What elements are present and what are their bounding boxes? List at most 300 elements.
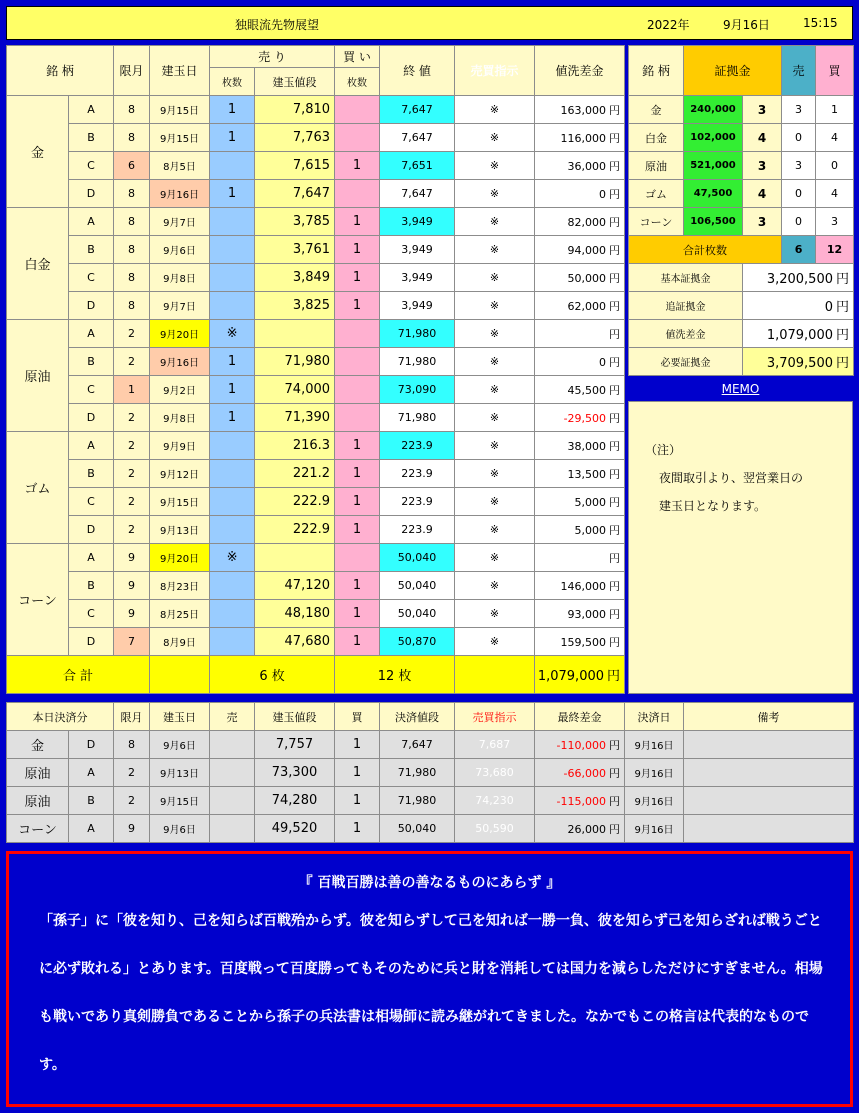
- table-row: [7, 404, 625, 432]
- close-price: 7,651: [380, 152, 455, 180]
- summary-value-unit: 円: [836, 328, 850, 343]
- settle-sell: [210, 759, 255, 787]
- buy-count: [335, 348, 380, 376]
- settle-position-date: 9月13日: [150, 759, 210, 787]
- summary-value-value: 1,079,000: [766, 328, 833, 343]
- trade-signal: ※: [455, 320, 535, 348]
- settle-day: 9月16日: [625, 815, 684, 843]
- trade-signal: ※: [455, 264, 535, 292]
- trade-signal: ※: [455, 152, 535, 180]
- margin-commodity: コーン: [629, 208, 684, 236]
- header-uri: 売 り: [210, 46, 335, 68]
- table-row: [7, 628, 625, 656]
- table-row: [7, 292, 625, 320]
- quote-panel: [6, 851, 853, 1107]
- sell-count: [210, 460, 255, 488]
- contract-id: D: [69, 292, 114, 320]
- mark-to-market: [535, 264, 625, 292]
- position-price: 74,000: [255, 376, 335, 404]
- mark-to-market-value: 13,500: [567, 467, 607, 481]
- settle-row: [7, 731, 854, 759]
- position-date: 9月12日: [150, 460, 210, 488]
- header-baibai-shiji: 売買指示: [455, 46, 535, 96]
- commodity-name: コーン: [7, 544, 69, 656]
- position-price: 48,180: [255, 600, 335, 628]
- sell-count: ※: [210, 320, 255, 348]
- buy-count: 1: [335, 460, 380, 488]
- mark-to-market: [535, 516, 625, 544]
- header-gengetsu: 限月: [114, 46, 150, 96]
- close-price: 50,040: [380, 544, 455, 572]
- mark-to-market-unit: 円: [609, 439, 621, 453]
- settle-sell: [210, 815, 255, 843]
- trade-signal: ※: [455, 124, 535, 152]
- settle-signal-price: 74,230: [455, 787, 535, 815]
- margin-contract-count: 4: [743, 180, 782, 208]
- margin-summary-row: [629, 292, 854, 320]
- mark-to-market: [535, 180, 625, 208]
- settle-commodity: 金: [7, 731, 69, 759]
- buy-count: 1: [335, 488, 380, 516]
- contract-month: 9: [114, 572, 150, 600]
- close-price: 71,980: [380, 320, 455, 348]
- settle-position-price: 49,520: [255, 815, 335, 843]
- settle-final-diff-value: -66,000: [563, 766, 606, 780]
- summary-value-value: 0: [824, 300, 833, 315]
- trade-signal: ※: [455, 180, 535, 208]
- sell-count: [210, 432, 255, 460]
- mark-to-market: [535, 320, 625, 348]
- position-date: 9月6日: [150, 236, 210, 264]
- close-price: 223.9: [380, 432, 455, 460]
- buy-count: [335, 320, 380, 348]
- close-price: 50,040: [380, 572, 455, 600]
- sell-count: [210, 488, 255, 516]
- settle-buy: 1: [335, 787, 380, 815]
- settle-header-gengetsu: 限月: [114, 703, 150, 731]
- mark-to-market: [535, 124, 625, 152]
- settle-sell: [210, 731, 255, 759]
- table-row: [7, 348, 625, 376]
- page-title: 独眼流先物展望: [235, 18, 320, 32]
- contract-month: 8: [114, 292, 150, 320]
- mark-to-market-unit: 円: [609, 635, 621, 649]
- margin-buy-count: 4: [816, 124, 854, 152]
- mark-to-market-unit: 円: [609, 411, 621, 425]
- header-sell-count: 枚数: [210, 68, 255, 96]
- settle-price: 7,647: [380, 731, 455, 759]
- settle-day: 9月16日: [625, 731, 684, 759]
- settlement-table: [6, 702, 854, 843]
- mark-to-market-value: 82,000: [567, 215, 607, 229]
- contract-month: 8: [114, 96, 150, 124]
- margin-summary-row: [629, 320, 854, 348]
- mark-to-market-value: 163,000: [560, 103, 607, 117]
- settle-final-diff-unit: 円: [609, 766, 620, 780]
- sell-count: 1: [210, 376, 255, 404]
- table-row: [7, 600, 625, 628]
- margin-summary-row: [629, 264, 854, 292]
- settle-position-price: 74,280: [255, 787, 335, 815]
- mark-to-market: [535, 404, 625, 432]
- settle-signal-price: 73,680: [455, 759, 535, 787]
- summary-label: 基本証拠金: [629, 264, 743, 292]
- close-price: 7,647: [380, 96, 455, 124]
- buy-count: [335, 124, 380, 152]
- position-date: 8月23日: [150, 572, 210, 600]
- sell-count: [210, 208, 255, 236]
- trade-signal: ※: [455, 432, 535, 460]
- settle-header-uri: 売: [210, 703, 255, 731]
- contract-id: B: [69, 572, 114, 600]
- close-price: 73,090: [380, 376, 455, 404]
- mark-to-market-unit: 円: [609, 327, 621, 341]
- contract-id: B: [69, 124, 114, 152]
- trade-signal: ※: [455, 376, 535, 404]
- contract-month: 2: [114, 432, 150, 460]
- sell-count: 1: [210, 404, 255, 432]
- close-price: 3,949: [380, 292, 455, 320]
- trade-signal: ※: [455, 516, 535, 544]
- table-row: [7, 124, 625, 152]
- settle-month: 2: [114, 759, 150, 787]
- margin-total-label: 合計枚数: [629, 236, 782, 264]
- trade-signal: ※: [455, 544, 535, 572]
- header-buy-count: 枚数: [335, 68, 380, 96]
- contract-month: 8: [114, 264, 150, 292]
- margin-header-shokokin: 証拠金: [684, 46, 782, 96]
- contract-id: B: [69, 348, 114, 376]
- total-buy: 12 枚: [335, 656, 455, 694]
- mark-to-market-unit: 円: [609, 215, 621, 229]
- sell-count: [210, 516, 255, 544]
- settle-row: [7, 787, 854, 815]
- contract-id: C: [69, 264, 114, 292]
- sell-count: [210, 572, 255, 600]
- settle-header-tategyokubi: 建玉日: [150, 703, 210, 731]
- mark-to-market-value: 94,000: [567, 243, 607, 257]
- mark-to-market: [535, 208, 625, 236]
- settle-position-date: 9月6日: [150, 731, 210, 759]
- position-price: 47,680: [255, 628, 335, 656]
- contract-month: 6: [114, 152, 150, 180]
- settle-position-price: 73,300: [255, 759, 335, 787]
- margin-buy-count: 1: [816, 96, 854, 124]
- position-date: 9月15日: [150, 124, 210, 152]
- mark-to-market-value: 5,000: [574, 523, 607, 537]
- margin-contract-count: 3: [743, 208, 782, 236]
- close-price: 71,980: [380, 404, 455, 432]
- mark-to-market: [535, 432, 625, 460]
- mark-to-market: [535, 292, 625, 320]
- trade-signal: ※: [455, 208, 535, 236]
- mark-to-market-unit: 円: [609, 355, 621, 369]
- position-date: 9月7日: [150, 292, 210, 320]
- table-row: [7, 516, 625, 544]
- buy-count: 1: [335, 152, 380, 180]
- position-date: 9月16日: [150, 348, 210, 376]
- position-date: 9月7日: [150, 208, 210, 236]
- close-price: 7,647: [380, 124, 455, 152]
- margin-table: [628, 45, 854, 376]
- position-price: 216.3: [255, 432, 335, 460]
- margin-sell-count: 0: [782, 124, 816, 152]
- settle-month: 8: [114, 731, 150, 759]
- close-price: 3,949: [380, 208, 455, 236]
- header-meigara: 銘 柄: [7, 46, 114, 96]
- contract-id: B: [69, 236, 114, 264]
- margin-sell-count: 3: [782, 152, 816, 180]
- margin-amount: 240,000: [684, 96, 743, 124]
- mark-to-market: [535, 376, 625, 404]
- mark-to-market: [535, 460, 625, 488]
- margin-commodity: 原油: [629, 152, 684, 180]
- trade-signal: ※: [455, 600, 535, 628]
- settle-final-diff: [535, 787, 625, 815]
- mark-to-market: [535, 96, 625, 124]
- position-price: [255, 544, 335, 572]
- header-date: 9月16日: [723, 18, 770, 32]
- position-date: 9月16日: [150, 180, 210, 208]
- trade-signal: ※: [455, 628, 535, 656]
- settle-final-diff-value: 26,000: [567, 822, 606, 836]
- contract-id: D: [69, 404, 114, 432]
- settle-final-diff-value: -110,000: [556, 738, 606, 752]
- memo-line: （注）: [645, 443, 682, 457]
- header-time: 15:15: [803, 16, 838, 30]
- buy-count: [335, 544, 380, 572]
- total-mark-to-market: [535, 656, 625, 694]
- mark-to-market-unit: 円: [609, 103, 621, 117]
- contract-id: C: [69, 376, 114, 404]
- position-date: 9月15日: [150, 488, 210, 516]
- margin-amount: 102,000: [684, 124, 743, 152]
- settle-header-today: 本日決済分: [7, 703, 114, 731]
- position-date: 9月20日: [150, 544, 210, 572]
- mark-to-market-value: 62,000: [567, 299, 607, 313]
- settle-remarks: [684, 815, 854, 843]
- commodity-name: 原油: [7, 320, 69, 432]
- margin-total-row: [629, 236, 854, 264]
- mark-to-market-unit: 円: [609, 551, 621, 565]
- mark-to-market-value: 0: [599, 187, 607, 201]
- position-price: 71,980: [255, 348, 335, 376]
- settle-buy: 1: [335, 759, 380, 787]
- contract-month: 2: [114, 404, 150, 432]
- buy-count: 1: [335, 236, 380, 264]
- position-date: 9月15日: [150, 96, 210, 124]
- total-row: [7, 656, 625, 694]
- buy-count: [335, 96, 380, 124]
- settle-final-diff-unit: 円: [609, 794, 620, 808]
- contract-month: 8: [114, 124, 150, 152]
- close-price: 223.9: [380, 488, 455, 516]
- margin-sell-count: 0: [782, 208, 816, 236]
- settle-commodity: コーン: [7, 815, 69, 843]
- settle-position-date: 9月6日: [150, 815, 210, 843]
- settle-remarks: [684, 731, 854, 759]
- trade-signal: ※: [455, 460, 535, 488]
- sell-count: 1: [210, 124, 255, 152]
- memo-link[interactable]: MEMO: [721, 382, 760, 396]
- margin-header-meigara: 銘 柄: [629, 46, 684, 96]
- margin-header-kai: 買: [816, 46, 854, 96]
- summary-value: [743, 264, 854, 292]
- header-tategyoku-nedan: 建玉値段: [255, 68, 335, 96]
- summary-label: 追証拠金: [629, 292, 743, 320]
- margin-amount: 47,500: [684, 180, 743, 208]
- position-date: 9月8日: [150, 264, 210, 292]
- sell-count: 1: [210, 180, 255, 208]
- mark-to-market-unit: 円: [609, 243, 621, 257]
- settle-remarks: [684, 787, 854, 815]
- mark-to-market-unit: 円: [609, 495, 621, 509]
- memo-line: 夜間取引より、翌営業日の: [659, 471, 804, 485]
- mark-to-market-value: 116,000: [560, 131, 607, 145]
- contract-id: A: [69, 432, 114, 460]
- position-price: 7,763: [255, 124, 335, 152]
- settle-final-diff-value: -115,000: [556, 794, 606, 808]
- settle-position-price: 7,757: [255, 731, 335, 759]
- settle-signal-price: 50,590: [455, 815, 535, 843]
- trade-signal: ※: [455, 488, 535, 516]
- mark-to-market: [535, 488, 625, 516]
- mark-to-market-value: 5,000: [574, 495, 607, 509]
- contract-id: A: [69, 544, 114, 572]
- position-date: 8月9日: [150, 628, 210, 656]
- settle-header-kessai: 決済値段: [380, 703, 455, 731]
- close-price: 50,870: [380, 628, 455, 656]
- table-row: [7, 432, 625, 460]
- contract-month: 1: [114, 376, 150, 404]
- quote-body: 「孫子」に「彼を知り、己を知らば百戦殆からず。彼を知らずして己を知れば一勝一負、彼を知らず己を知らざれば戦うごとに必ず敗れる」とあります。百度戦って百度勝ってもそのために兵と財を消耗しては国力を減らしただけにすぎません。相場も戦いであり真剣勝負であることから孫子の兵法書は相場師に読み継がれてきました。なかでもこの格言は代表的なものです。: [39, 913, 823, 1073]
- header-nearai: 値洗差金: [535, 46, 625, 96]
- buy-count: 1: [335, 600, 380, 628]
- trade-signal: ※: [455, 292, 535, 320]
- position-price: [255, 320, 335, 348]
- settle-final-diff-unit: 円: [609, 822, 620, 836]
- contract-month: 8: [114, 180, 150, 208]
- settle-header-nedan: 建玉値段: [255, 703, 335, 731]
- position-price: 3,849: [255, 264, 335, 292]
- buy-count: [335, 376, 380, 404]
- position-price: 222.9: [255, 516, 335, 544]
- settle-contract-id: D: [69, 731, 114, 759]
- margin-total-buy: 12: [816, 236, 854, 264]
- total-spacer: [455, 656, 535, 694]
- mark-to-market: [535, 348, 625, 376]
- margin-sell-count: 0: [782, 180, 816, 208]
- mark-to-market-unit: 円: [609, 271, 621, 285]
- settle-price: 50,040: [380, 815, 455, 843]
- buy-count: [335, 404, 380, 432]
- contract-month: 8: [114, 236, 150, 264]
- position-price: 71,390: [255, 404, 335, 432]
- summary-value-value: 3,709,500: [766, 356, 833, 371]
- mark-to-market: [535, 628, 625, 656]
- margin-row: [629, 180, 854, 208]
- contract-month: 2: [114, 488, 150, 516]
- margin-row: [629, 208, 854, 236]
- trade-signal: ※: [455, 96, 535, 124]
- margin-buy-count: 0: [816, 152, 854, 180]
- mark-to-market-unit: 円: [609, 131, 621, 145]
- memo-panel: [628, 401, 853, 694]
- buy-count: [335, 180, 380, 208]
- trade-signal: ※: [455, 236, 535, 264]
- buy-count: 1: [335, 572, 380, 600]
- sell-count: [210, 264, 255, 292]
- sell-count: 1: [210, 348, 255, 376]
- mark-to-market: [535, 572, 625, 600]
- table-row: [7, 488, 625, 516]
- contract-month: 2: [114, 516, 150, 544]
- mark-to-market-unit: 円: [609, 383, 621, 397]
- position-date: 9月9日: [150, 432, 210, 460]
- settle-header-biko: 備考: [684, 703, 854, 731]
- settle-header-baibai: 売買指示: [455, 703, 535, 731]
- contract-id: D: [69, 516, 114, 544]
- settle-contract-id: A: [69, 815, 114, 843]
- total-sell: 6 枚: [210, 656, 335, 694]
- mark-to-market-unit: 円: [609, 607, 621, 621]
- total-spacer: [150, 656, 210, 694]
- margin-amount: 521,000: [684, 152, 743, 180]
- mark-to-market: [535, 152, 625, 180]
- mark-to-market-unit: 円: [609, 467, 621, 481]
- settle-contract-id: B: [69, 787, 114, 815]
- table-row: [7, 96, 625, 124]
- table-row: [7, 376, 625, 404]
- close-price: 71,980: [380, 348, 455, 376]
- contract-month: 9: [114, 544, 150, 572]
- mark-to-market-value: 93,000: [567, 607, 607, 621]
- mark-to-market: [535, 236, 625, 264]
- contract-id: D: [69, 628, 114, 656]
- buy-count: 1: [335, 208, 380, 236]
- settle-buy: 1: [335, 815, 380, 843]
- settle-header-saishu: 最終差金: [535, 703, 625, 731]
- summary-value: [743, 292, 854, 320]
- margin-contract-count: 3: [743, 96, 782, 124]
- margin-row: [629, 96, 854, 124]
- sell-count: [210, 600, 255, 628]
- contract-id: C: [69, 600, 114, 628]
- settle-row: [7, 815, 854, 843]
- buy-count: 1: [335, 432, 380, 460]
- settle-commodity: 原油: [7, 759, 69, 787]
- margin-buy-count: 3: [816, 208, 854, 236]
- close-price: 50,040: [380, 600, 455, 628]
- sell-count: ※: [210, 544, 255, 572]
- mark-to-market-value: -29,500: [563, 411, 607, 425]
- buy-count: 1: [335, 628, 380, 656]
- close-price: 3,949: [380, 264, 455, 292]
- margin-buy-count: 4: [816, 180, 854, 208]
- margin-contract-count: 4: [743, 124, 782, 152]
- settle-remarks: [684, 759, 854, 787]
- mark-to-market-value: 159,500: [560, 635, 607, 649]
- margin-commodity: ゴム: [629, 180, 684, 208]
- buy-count: 1: [335, 292, 380, 320]
- settle-price: 71,980: [380, 787, 455, 815]
- margin-row: [629, 152, 854, 180]
- summary-value-unit: 円: [836, 300, 850, 315]
- settle-header-kessaibi: 決済日: [625, 703, 684, 731]
- position-date: 9月2日: [150, 376, 210, 404]
- margin-contract-count: 3: [743, 152, 782, 180]
- close-price: 3,949: [380, 236, 455, 264]
